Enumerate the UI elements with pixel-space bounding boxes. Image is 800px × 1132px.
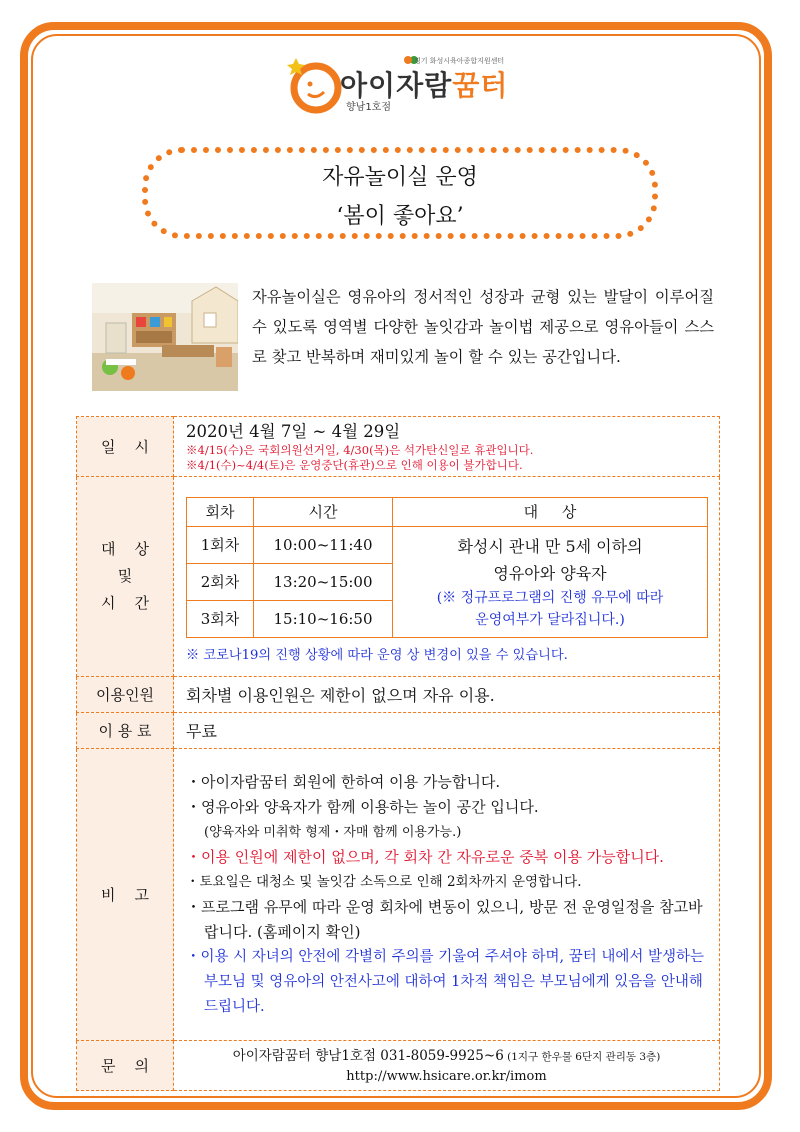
row-contact — [77, 1041, 720, 1091]
remark-1: ・아이자람꿈터 회원에 한하여 이용 가능합니다. — [186, 772, 501, 791]
header-time: 시간 — [254, 497, 393, 526]
session-no: 3회차 — [187, 600, 254, 637]
content-capacity: 회차별 이용인원은 제한이 없으며 자유 이용. — [174, 677, 720, 713]
audience-note-2: 운영여부가 달라집니다.) — [475, 611, 625, 628]
label-fee: 이 용 료 — [77, 713, 174, 749]
session-time: 13:20~15:00 — [254, 563, 393, 600]
info-table — [76, 416, 720, 1091]
logo-subtitle: 경기 화성시육아종합지원센터 — [414, 57, 505, 65]
schedule-header — [187, 497, 708, 526]
row-target-time — [77, 477, 720, 677]
session-time: 10:00~11:40 — [254, 526, 393, 563]
remark-5: ・프로그램 유무에 따라 운영 회차에 변동이 있으니, 방문 전 운영일정을 참고바랍니다. (홈페이지 확인) — [186, 897, 703, 941]
label-contact: 문 의 — [77, 1041, 174, 1091]
row-capacity — [77, 677, 720, 713]
logo-branch: 향남1호점 — [346, 102, 392, 113]
remark-2-sub: (양육자와 미취학 형제・자매 함께 이용가능.) — [204, 824, 462, 840]
content-date — [174, 417, 720, 477]
date-note-2: ※4/1(수)~4/4(토)은 운영중단(휴관)으로 인해 이용이 불가합니다. — [186, 457, 523, 472]
label-target-time — [77, 477, 174, 677]
label-and: 및 — [117, 567, 133, 585]
label-target: 대 상 — [100, 540, 150, 558]
schedule-table — [186, 497, 708, 638]
session-no: 2회차 — [187, 563, 254, 600]
remark-2: ・영유아와 양육자가 함께 이용하는 놀이 공간 입니다. — [186, 797, 539, 816]
row-remarks — [77, 749, 720, 1041]
content-remarks — [174, 749, 720, 1041]
audience-line-1: 화성시 관내 만 5세 이하의 — [457, 536, 643, 556]
header-audience: 대 상 — [393, 497, 708, 526]
label-capacity: 이용인원 — [77, 677, 174, 713]
schedule-row — [187, 526, 708, 563]
content-contact — [174, 1041, 720, 1091]
logo-name-prefix: 아이자람 — [340, 69, 453, 102]
session-time: 15:10~16:50 — [254, 600, 393, 637]
intro-text: 자유놀이실은 영유아의 정서적인 성장과 균형 있는 발달이 이루어질 수 있도록 영역별 다양한 놀잇감과 놀이법 제공으로 영유아들이 스스로 찾고 반복하며 재미있게 놀이 할 수 있는 공간입니다. — [252, 288, 714, 366]
audience-cell — [393, 526, 708, 637]
session-no: 1회차 — [187, 526, 254, 563]
date-note-1: ※4/15(수)은 국회의원선거일, 4/30(목)은 석가탄신일로 휴관입니다. — [186, 442, 534, 457]
row-fee — [77, 713, 720, 749]
content-fee: 무료 — [174, 713, 720, 749]
title-line-2: ‘봄이 좋아요’ — [336, 204, 464, 229]
date-range: 2020년 4월 7일 ~ 4월 29일 — [186, 421, 401, 441]
contact-url[interactable]: http://www.hsicare.or.kr/imom — [346, 1068, 547, 1084]
logo-name-suffix: 꿈터 — [452, 69, 509, 102]
content-target-time — [174, 477, 720, 677]
label-date: 일 시 — [77, 417, 174, 477]
header-session: 회차 — [187, 497, 254, 526]
remark-4: ・토요일은 대청소 및 놀잇감 소독으로 인해 2회차까지 운영합니다. — [186, 873, 582, 890]
label-remarks: 비 고 — [77, 749, 174, 1041]
contact-line-1 — [174, 1045, 719, 1067]
remark-6: ・이용 시 자녀의 안전에 각별히 주의를 기울여 주셔야 하며, 꿈터 내에서 발생하는 부모님 및 영유아의 안전사고에 대하여 1차적 책임은 부모님에게 있음을 안내해 드립니다. — [186, 948, 705, 1015]
remark-3: ・이용 인원에 제한이 없으며, 각 회차 간 자유로운 중복 이용 가능합니다. — [186, 847, 664, 866]
playroom-photo — [92, 283, 238, 391]
title-line-1: 자유놀이실 운영 — [322, 165, 478, 190]
covid-note: ※ 코로나19의 진행 상황에 따라 운영 상 변경이 있을 수 있습니다. — [186, 647, 568, 663]
row-date — [77, 417, 720, 477]
label-time: 시 간 — [100, 594, 150, 612]
contact-address: (1지구 한우물 6단지 관리동 3층) — [503, 1050, 661, 1063]
audience-note-1: (※ 정규프로그램의 진행 유무에 따라 — [436, 589, 664, 606]
audience-line-2: 영유아와 양육자 — [493, 563, 607, 583]
contact-phone: 아이자람꿈터 향남1호점 031-8059-9925~6 — [232, 1047, 504, 1064]
